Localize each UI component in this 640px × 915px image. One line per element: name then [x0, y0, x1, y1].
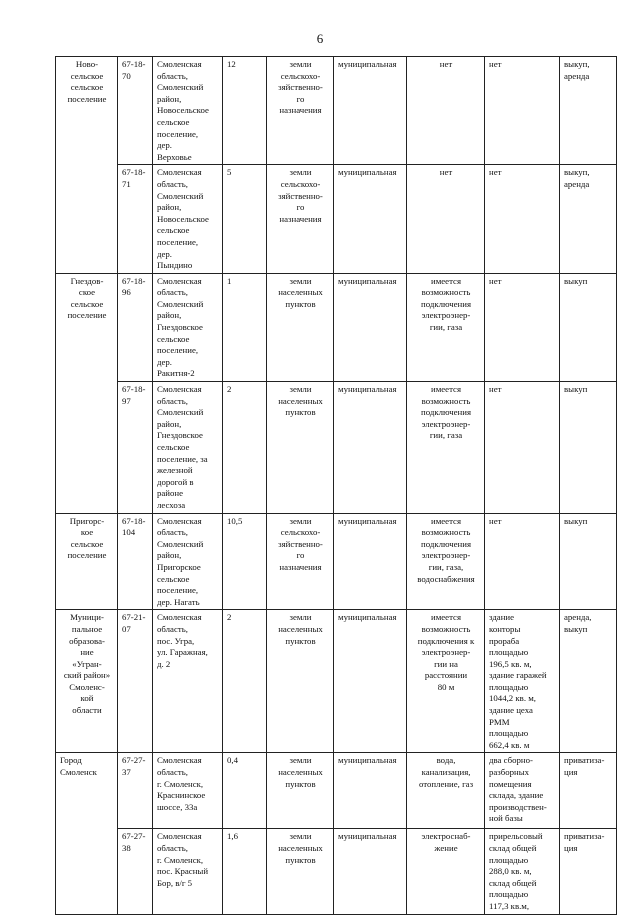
- ownership-cell: муниципальная: [334, 753, 407, 829]
- buildings-cell: нет: [485, 513, 560, 610]
- address-cell: Смоленская область, Смоленский район, Пригорское сельское поселение, дер. Нагать: [153, 513, 223, 610]
- buildings-cell: нет: [485, 382, 560, 514]
- land-category-cell: земли населенных пунктов: [267, 382, 334, 514]
- address-cell: Смоленская область, пос. Угра, ул. Гаражная, д. 2: [153, 610, 223, 753]
- sale-type-cell: выкуп: [560, 513, 617, 610]
- sale-type-cell: выкуп: [560, 273, 617, 381]
- area-cell: 12: [223, 57, 267, 165]
- land-category-cell: земли сельскохо- зяйственно- го назначения: [267, 513, 334, 610]
- code-cell: 67-18- 70: [118, 57, 153, 165]
- ownership-cell: муниципальная: [334, 513, 407, 610]
- sale-type-cell: приватиза- ция: [560, 753, 617, 829]
- ownership-cell: муниципальная: [334, 829, 407, 914]
- table-row: [56, 165, 617, 273]
- code-cell: 67-27- 38: [118, 829, 153, 914]
- code-cell: 67-18- 97: [118, 382, 153, 514]
- utilities-cell: вода, канализация, отопление, газ: [407, 753, 485, 829]
- settlement-text: Город Смоленск: [60, 755, 97, 778]
- code-cell: 67-18- 96: [118, 273, 153, 381]
- area-cell: 5: [223, 165, 267, 273]
- code-cell: 67-27- 37: [118, 753, 153, 829]
- table-row: [56, 513, 617, 610]
- ownership-cell: муниципальная: [334, 57, 407, 165]
- code-cell: 67-18- 71: [118, 165, 153, 273]
- settlement-cell: Муници- пальное образова- ние «Угран- ский район» Смоленс- кой области: [56, 610, 118, 753]
- area-cell: 1,6: [223, 829, 267, 914]
- buildings-cell: здание конторы прораба площадью 196,5 кв. м, здание гаражей площадью 1044,2 кв. м, здание цеха РММ площадью 662,4 кв. м: [485, 610, 560, 753]
- area-cell: 10,5: [223, 513, 267, 610]
- address-cell: Смоленская область, Смоленский район, Новосельское сельское поселение, дер. Верховье: [153, 57, 223, 165]
- address-cell: Смоленская область, Смоленский район, Гнездовское сельское поселение, за железной дорогой в районе лесхоза: [153, 382, 223, 514]
- table-row: [56, 829, 617, 914]
- settlement-text: Ново- сельское сельское поселение: [67, 59, 107, 104]
- page-number: 6: [316, 31, 324, 46]
- settlement-cell: [56, 753, 118, 914]
- ownership-cell: муниципальная: [334, 273, 407, 381]
- area-cell: 1: [223, 273, 267, 381]
- settlement-cell: [56, 273, 118, 513]
- sale-type-cell: выкуп, аренда: [560, 165, 617, 273]
- code-cell: 67-18- 104: [118, 513, 153, 610]
- land-category-cell: земли сельскохо- зяйственно- го назначения: [267, 165, 334, 273]
- ownership-cell: муниципальная: [334, 382, 407, 514]
- utilities-cell: нет: [407, 57, 485, 165]
- address-cell: Смоленская область, Смоленский район, Новосельское сельское поселение, дер. Пындино: [153, 165, 223, 273]
- buildings-cell: нет: [485, 57, 560, 165]
- code-cell: 67-21- 07: [118, 610, 153, 753]
- land-category-cell: земли населенных пунктов: [267, 829, 334, 914]
- land-category-cell: земли населенных пунктов: [267, 753, 334, 829]
- land-category-cell: земли сельскохо- зяйственно- го назначения: [267, 57, 334, 165]
- utilities-cell: имеется возможность подключения электроэнер- гии, газа: [407, 273, 485, 381]
- table-row: [56, 57, 617, 165]
- settlement-cell: [56, 57, 118, 274]
- buildings-cell: два сборно- разборных помещения склада, здание производствен- ной базы: [485, 753, 560, 829]
- land-category-cell: земли населенных пунктов: [267, 273, 334, 381]
- sale-type-cell: аренда, выкуп: [560, 610, 617, 753]
- land-plots-table: [55, 56, 617, 915]
- utilities-cell: имеется возможность подключения к электроэнер- гии на расстоянии 80 м: [407, 610, 485, 753]
- address-cell: Смоленская область, г. Смоленск, пос. Красный Бор, в/г 5: [153, 829, 223, 914]
- table-row: [56, 382, 617, 514]
- utilities-cell: имеется возможность подключения электроэнер- гии, газа: [407, 382, 485, 514]
- buildings-cell: прирельсовый склад общей площадью 288,0 кв. м, склад общей площадью 117,3 кв.м,: [485, 829, 560, 914]
- utilities-cell: имеется возможность подключения электроэнер- гии, газа, водоснабжения: [407, 513, 485, 610]
- area-cell: 2: [223, 382, 267, 514]
- area-cell: 2: [223, 610, 267, 753]
- sale-type-cell: приватиза- ция: [560, 829, 617, 914]
- land-category-cell: земли населенных пунктов: [267, 610, 334, 753]
- area-cell: 0,4: [223, 753, 267, 829]
- buildings-cell: нет: [485, 165, 560, 273]
- table-row: [56, 273, 617, 381]
- sale-type-cell: выкуп: [560, 382, 617, 514]
- utilities-cell: электроснаб- жение: [407, 829, 485, 914]
- buildings-cell: нет: [485, 273, 560, 381]
- address-cell: Смоленская область, г. Смоленск, Краснинское шоссе, 33а: [153, 753, 223, 829]
- table-row: [56, 753, 617, 829]
- address-cell: Смоленская область, Смоленский район, Гнездовское сельское поселение, дер. Ракитня-2: [153, 273, 223, 381]
- utilities-cell: нет: [407, 165, 485, 273]
- settlement-text: Гнездов- ское сельское поселение: [67, 275, 107, 321]
- ownership-cell: муниципальная: [334, 610, 407, 753]
- table-row: [56, 610, 617, 753]
- settlement-cell: Пригорс- кое сельское поселение: [56, 513, 118, 610]
- sale-type-cell: выкуп, аренда: [560, 57, 617, 165]
- ownership-cell: муниципальная: [334, 165, 407, 273]
